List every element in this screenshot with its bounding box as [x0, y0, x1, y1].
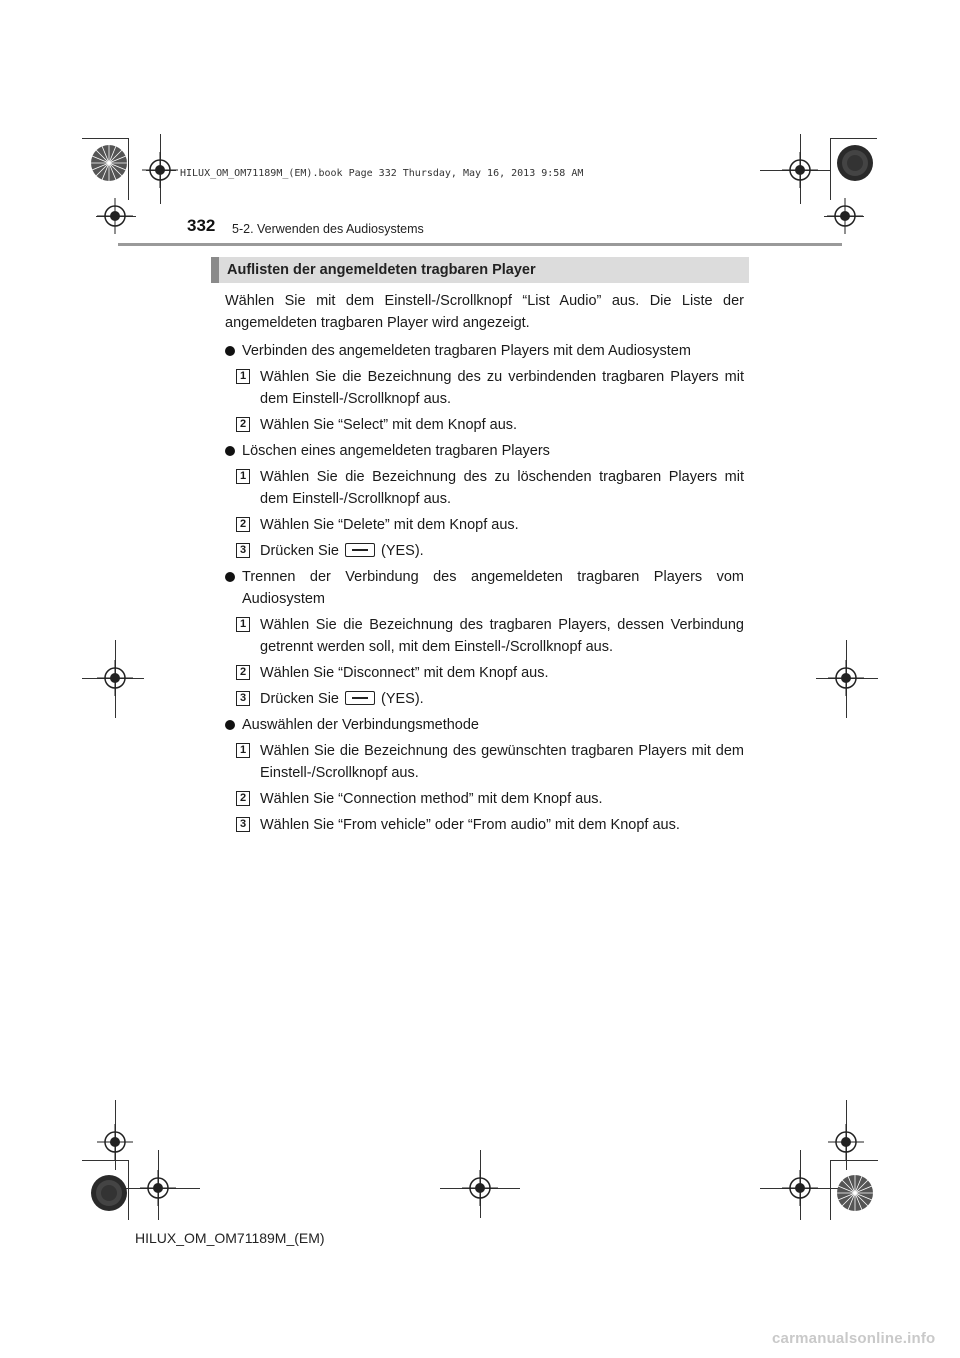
step-number-icon: 3 [236, 817, 250, 832]
registration-mark-icon [97, 1124, 133, 1160]
bullet-dot-icon [225, 446, 235, 456]
procedure-step: 3 Drücken Sie (YES). [225, 688, 744, 710]
crop-line [830, 1160, 831, 1220]
registration-mark-icon [462, 1170, 498, 1206]
step-number-icon: 2 [236, 517, 250, 532]
procedure-step: 1 Wählen Sie die Bezeichnung des tragbaren Players, dessen Verbindung getrennt werden soll, mit dem Einstell-/Scrollknopf aus. [225, 614, 744, 658]
watermark: carmanualsonline.info [772, 1330, 936, 1347]
procedure-step: 1 Wählen Sie die Bezeichnung des zu löschenden tragbaren Players mit dem Einstell-/Scrollknopf aus. [225, 466, 744, 510]
registration-mark-icon [828, 1124, 864, 1160]
step-number-icon: 3 [236, 691, 250, 706]
registration-mark-icon [782, 1170, 818, 1206]
section-title: Auflisten der angemeldeten tragbaren Player [211, 257, 749, 283]
radial-wheel-icon [90, 144, 128, 182]
registration-mark-icon [140, 1170, 176, 1206]
crop-line [128, 1160, 129, 1220]
bullet-dot-icon [225, 346, 235, 356]
procedure-step: 1 Wählen Sie die Bezeichnung des gewünschten tragbaren Players mit dem Einstell-/Scrollknopf aus. [225, 740, 744, 784]
procedure-step: 2 Wählen Sie “Select” mit dem Knopf aus. [225, 414, 744, 436]
registration-mark-icon [828, 660, 864, 696]
procedure-step: 2 Wählen Sie “Connection method” mit dem Knopf aus. [225, 788, 744, 810]
crop-line [82, 1160, 128, 1161]
procedure-step: 2 Wählen Sie “Disconnect” mit dem Knopf aus. [225, 662, 744, 684]
page-number: 332 [187, 216, 216, 235]
registration-mark-icon [97, 198, 133, 234]
step-number-icon: 1 [236, 743, 250, 758]
step-number-icon: 3 [236, 543, 250, 558]
registration-mark-icon [827, 198, 863, 234]
crop-line [830, 1160, 878, 1161]
bullet-dot-icon [225, 720, 235, 730]
radial-wheel-icon [836, 1174, 874, 1212]
radial-wheel-icon [90, 1174, 128, 1212]
step-number-icon: 2 [236, 791, 250, 806]
procedure-step: 1 Wählen Sie die Bezeichnung des zu verbindenden tragbaren Players mit dem Einstell-/Scrollknopf aus. [225, 366, 744, 410]
intro-text: Wählen Sie mit dem Einstell-/Scrollknopf “List Audio” aus. Die Liste der angemeldeten tragbaren Player wird angezeigt. [225, 293, 744, 331]
section-breadcrumb: 5-2. Verwenden des Audiosystems [232, 222, 424, 236]
preset-key-icon [345, 691, 375, 705]
registration-mark-icon [97, 660, 133, 696]
radial-wheel-icon [836, 144, 874, 182]
header-divider [118, 243, 842, 246]
registration-mark-icon [142, 152, 178, 188]
book-stamp: HILUX_OM_OM71189M_(EM).book Page 332 Thursday, May 16, 2013 9:58 AM [180, 168, 584, 179]
registration-mark-icon [782, 152, 818, 188]
crop-line [128, 138, 129, 200]
preset-key-icon [345, 543, 375, 557]
step-number-icon: 2 [236, 417, 250, 432]
procedure-title: Löschen eines angemeldeten tragbaren Players [225, 440, 744, 462]
step-number-icon: 2 [236, 665, 250, 680]
procedure-step: 3 Drücken Sie (YES). [225, 540, 744, 562]
crop-line [830, 138, 831, 200]
procedure-title: Auswählen der Verbindungsmethode [225, 714, 744, 736]
bullet-dot-icon [225, 572, 235, 582]
procedure-title: Verbinden des angemeldeten tragbaren Players mit dem Audiosystem [225, 340, 744, 362]
crop-line [82, 138, 128, 139]
procedure-step: 3 Wählen Sie “From vehicle” oder “From audio” mit dem Knopf aus. [225, 814, 744, 836]
procedure-title: Trennen der Verbindung des angemeldeten tragbaren Players vom Audiosystem [225, 566, 744, 610]
document-code: HILUX_OM_OM71189M_(EM) [135, 1230, 325, 1246]
step-number-icon: 1 [236, 469, 250, 484]
procedure-step: 2 Wählen Sie “Delete” mit dem Knopf aus. [225, 514, 744, 536]
page-content [225, 290, 744, 840]
step-number-icon: 1 [236, 369, 250, 384]
crop-line [831, 138, 877, 139]
step-number-icon: 1 [236, 617, 250, 632]
